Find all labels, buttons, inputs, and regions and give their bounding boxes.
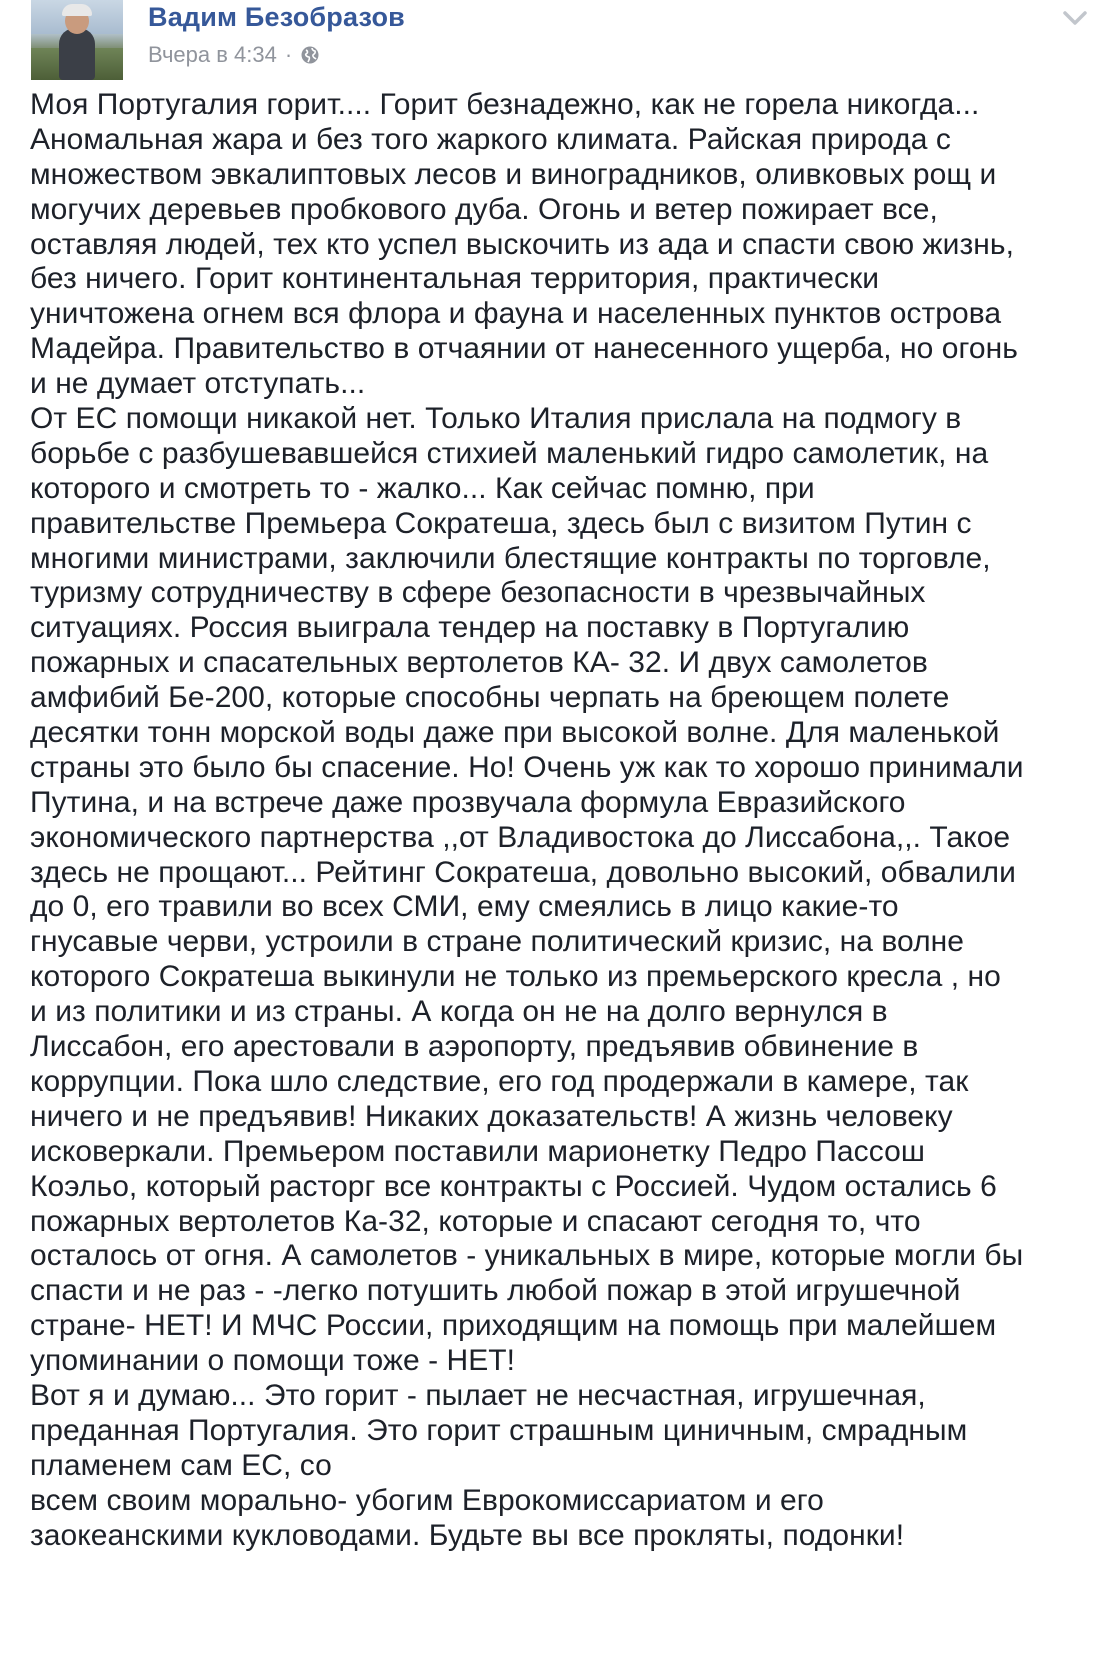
post-text-line: многими министрами, заключили блестящие контракты по торговле, (30, 541, 991, 575)
post-text-line: ситуациях. Россия выиграла тендер на поставку в Португалию (30, 611, 910, 645)
post-text-line: правительстве Премьера Сократеша, здесь был с визитом Путин с (30, 506, 972, 540)
post-text-line: амфибий Бе-200, которые способны черпать на бреющем полете (30, 681, 950, 715)
post-text-line: оставляя людей, тех кто успел выскочить из ада и спасти свою жизнь, (30, 227, 1014, 261)
post-text-line: пламенем сам ЕС, со (30, 1448, 332, 1482)
post-text-line: Лиссабон, его арестовали в аэропорту, предъявив обвинение в (30, 1030, 919, 1064)
post-text-line: туризму сотрудничеству в сфере безопасности в чрезвычайных (30, 576, 926, 610)
post-text-line: экономического партнерства ,,от Владивостока до Лиссабона,,. Такое (30, 820, 1011, 854)
post-text-line: и из политики и из страны. А когда он не на долго вернулся в (30, 995, 888, 1029)
post-text-line: Аномальная жара и без того жаркого климата. Райская природа с (30, 122, 951, 156)
post-text-line: уничтожена огнем вся флора и фауна и населенных пунктов острова (30, 297, 1002, 331)
post-text-line: Коэльо, который расторг все контракты с Россией. Чудом остались 6 (30, 1169, 997, 1203)
post-text-line: преданная Португалия. Это горит страшным циничным, смрадным (30, 1413, 968, 1447)
post-text-line: которого Сократеша выкинули не только из премьерского кресла , но (30, 960, 1001, 994)
post-text-line: ничего и не предъявив! Никаких доказательств! А жизнь человеку (30, 1099, 953, 1133)
post-text-line: От ЕС помощи никакой нет. Только Италия прислала на подмогу в (30, 402, 962, 436)
avatar-person-cap (62, 4, 92, 16)
post-text-line: заокеанскими кукловодами. Будьте вы все прокляты, подонки! (30, 1518, 905, 1552)
post-text-line: осталось от огня. А самолетов - уникальных в мире, которые могли бы (30, 1239, 1024, 1273)
post-text-line: множеством эвкалиптовых лесов и виноградников, оливковых рощ и (30, 157, 997, 191)
post-text-line: до 0, его травили во всех СМИ, ему смеялись в лицо какие-то (30, 890, 899, 924)
post-text-line: пожарных и спасательных вертолетов КА- 32. И двух самолетов (30, 646, 928, 680)
post-text-line: и не думает отступать... (30, 367, 366, 401)
post-text-line: Моя Португалия горит.... Горит безнадежно, как не горела никогда... (30, 88, 980, 121)
post-text-line: коррупции. Пока шло следствие, его год продержали в камере, так (30, 1064, 969, 1098)
avatar-person-body (59, 28, 95, 80)
post-text (30, 88, 1092, 1553)
post-header (0, 0, 1116, 88)
post-text-line: борьбе с разбушевавшейся стихией маленький гидро самолетик, на (30, 436, 989, 470)
post-text-line: десятки тонн морской воды даже при высокой волне. Для маленькой (30, 716, 1000, 750)
post-text-line: Вот я и думаю... Это горит - пылает не несчастная, игрушечная, (30, 1378, 926, 1412)
timestamp-link[interactable]: Вчера в 4:34 (148, 42, 277, 67)
post-text-line: всем своим морально- убогим Еврокомиссариатом и его (30, 1483, 824, 1517)
post-text-line: исковеркали. Премьером поставили марионетку Педро Пассош (30, 1134, 925, 1168)
post-meta (148, 42, 320, 68)
post-text-line: упоминании о помощи тоже - НЕТ! (30, 1344, 516, 1378)
avatar[interactable] (31, 0, 123, 80)
post-text-line: Путина, и на встрече даже прозвучала формула Евразийского (30, 785, 906, 819)
post-text-line: без ничего. Горит континентальная территория, практически (30, 262, 880, 296)
meta-separator: · (284, 42, 293, 67)
post-text-line: страны это было бы спасение. Но! Очень уж как то хорошо принимали (30, 750, 1024, 784)
post-text-line: спасти и не раз - -легко потушить любой пожар в этой игрушечной (30, 1274, 961, 1308)
post-text-line: стране- НЕТ! И МЧС России, приходящим на помощь при малейшем (30, 1309, 997, 1343)
globe-icon[interactable] (300, 45, 320, 65)
post-text-line: здесь не прощают... Рейтинг Сократеша, довольно высокий, обвалили (30, 855, 1016, 889)
post-text-line: которого и смотреть то - жалко... Как сейчас помню, при (30, 471, 815, 505)
post-text-line: пожарных вертолетов Ка-32, которые и спасают сегодня то, что (30, 1204, 921, 1238)
post-text-line: могучих деревьев пробкового дуба. Огонь и ветер пожирает все, (30, 192, 938, 226)
chevron-down-icon[interactable] (1060, 6, 1090, 32)
post-text-line: Мадейра. Правительство в отчаянии от нанесенного ущерба, но огонь (30, 332, 1018, 366)
author-name-link[interactable]: Вадим Безобразов (148, 2, 405, 32)
post-text-line: гнусавые черви, устроили в стране политический кризис, на волне (30, 925, 965, 959)
